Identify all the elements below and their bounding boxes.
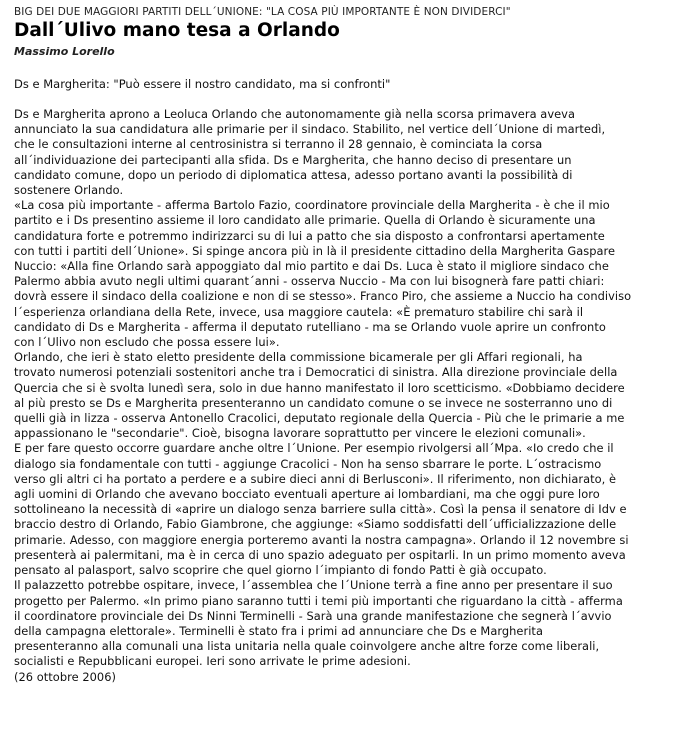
- body-line: Ds e Margherita aprono a Leoluca Orlando che autonomamente già nella scorsa primavera aveva: [14, 107, 575, 121]
- body-line: Quercia che si è svolta lunedì sera, solo in due hanno manifestato il loro scetticismo. «Dobbiamo decidere: [14, 380, 625, 395]
- body-line: verso gli altri ci ha portato a perdere e a subire dieci anni di Berlusconi». Il riferimento, non dichiarato, è: [14, 471, 617, 486]
- body-line: pensato al palasport, salvo scoprire che quel giorno l´impianto di fondo Patti è già occupato.: [14, 563, 547, 578]
- body-line: «La cosa più importante - afferma Bartolo Fazio, coordinatore provinciale della Margherita - è che il mio: [14, 198, 610, 213]
- article-body: [14, 107, 686, 685]
- body-line: dialogo sia fondamentale con tutti - aggiunge Cracolici - Non ha senso sbarrare le porte. L´ostracismo: [14, 456, 602, 471]
- article-subhead: Ds e Margherita: "Può essere il nostro candidato, ma si confronti": [14, 77, 391, 91]
- article-date: (26 ottobre 2006): [14, 669, 117, 684]
- body-line: il coordinatore provinciale dei Ds Ninni Terminelli - Sarà una grande manifestazione che segnerà l´avvio: [14, 608, 612, 623]
- body-line: appassionano le "secondarie". Cioè, bisogna lavorare soprattutto per vincere le elezioni comunali».: [14, 426, 586, 441]
- body-line: trovato numerosi potenziali sostenitori anche tra i Democratici di sinistra. Alla direzione provinciale della: [14, 365, 618, 380]
- body-line: agli uomini di Orlando che avevano bocciato eventuali aperture ai lombardiani, ma che oggi pure loro: [14, 487, 600, 502]
- body-line: candidatura forte e potremmo indirizzarci su di lui a patto che sia disposto a confrontarsi apertamente: [14, 228, 605, 243]
- body-line: Il palazzetto potrebbe ospitare, invece, l´assemblea che l´Unione terrà a fine anno per presentare il suo: [14, 578, 613, 593]
- body-line: socialisti e Repubblicani europei. Ieri sono arrivate le prime adesioni.: [14, 654, 411, 669]
- article-headline: Dall´Ulivo mano tesa a Orlando: [14, 20, 340, 41]
- body-line: Orlando, che ieri è stato eletto presidente della commissione bicamerale per gli Affari regionali, ha: [14, 350, 583, 365]
- article-author: Massimo Lorello: [14, 45, 115, 58]
- body-line: progetto per Palermo. «In primo piano saranno tutti i temi più importanti che riguardano la città - afferma: [14, 593, 623, 608]
- article-kicker: BIG DEI DUE MAGGIORI PARTITI DELL´UNIONE: "LA COSA PIÙ IMPORTANTE È NON DIVIDERCI": [14, 6, 511, 18]
- body-line: che le consultazioni interne al centrosinistra si terranno il 28 gennaio, è cominciata la corsa: [14, 137, 543, 152]
- body-line: della campagna elettorale». Terminelli è stato fra i primi ad annunciare che Ds e Margherita: [14, 623, 543, 638]
- body-line: primarie. Adesso, con maggiore energia porteremo avanti la nostra campagna». Orlando il 12 novembre si: [14, 532, 629, 547]
- body-line: annunciato la sua candidatura alle primarie per il sindaco. Stabilito, nel vertice dell´Unione di martedì,: [14, 122, 606, 137]
- body-line: candidato comune, dopo un periodo di diplomatica attesa, adesso portano avanti la possibilità di: [14, 167, 573, 182]
- body-line: candidato di Ds e Margherita - afferma il deputato rutelliano - ma se Orlando vuole aprire un confronto: [14, 319, 606, 334]
- body-line: dovrà essere il sindaco della coalizione e non di se stesso». Franco Piro, che assieme a Nuccio ha condiviso: [14, 289, 632, 304]
- body-line: sottolineano la necessità di «aprire un dialogo senza barriere sulla città». Così la pensa il senatore di Idv e: [14, 502, 627, 517]
- body-line: l´esperienza orlandiana della Rete, invece, usa maggiore cautela: «È prematuro stabilire chi sarà il: [14, 304, 584, 319]
- body-line: Palermo abbia avuto negli ultimi quarant´anni - osserva Nuccio - Ma con lui bisognerà fare patti chiari:: [14, 274, 605, 289]
- body-line: con l´Ulivo non escludo che possa essere lui».: [14, 335, 280, 350]
- body-line: presenteranno alla comunali una lista unitaria nella quale coinvolgere anche altre forze come liberali,: [14, 639, 600, 654]
- body-line: E per fare questo occorre guardare anche oltre l´Unione. Per esempio rivolgersi all´Mpa. «Io credo che il: [14, 441, 614, 456]
- body-line: con tutti i partiti dell´Unione». Si spinge ancora più in là il presidente cittadino della Margherita Gaspare: [14, 243, 616, 258]
- body-line: partito e i Ds presentino assieme il loro candidato alle primarie. Quella di Orlando è sicuramente una: [14, 213, 596, 228]
- body-line: sostenere Orlando.: [14, 183, 124, 198]
- body-line: presenterà ai palermitani, ma è in cerca di uno spazio adeguato per ospitarli. In un primo momento aveva: [14, 547, 626, 562]
- body-line: quelli già in lizza - osserva Antonello Cracolici, deputato regionale della Quercia - Più che le primarie a me: [14, 411, 625, 426]
- body-line: braccio destro di Orlando, Fabio Giambrone, che aggiunge: «Siamo soddisfatti dell´ufficializzazione delle: [14, 517, 617, 532]
- body-line: all´individuazione dei partecipanti alla sfida. Ds e Margherita, che hanno deciso di presentare un: [14, 152, 572, 167]
- body-line: Nuccio: «Alla fine Orlando sarà appoggiato dal mio partito e dai Ds. Luca è stato il migliore sindaco che: [14, 259, 609, 274]
- body-line: al più presto se Ds e Margherita presenteranno un candidato comune o se invece ne sosterranno uno di: [14, 395, 613, 410]
